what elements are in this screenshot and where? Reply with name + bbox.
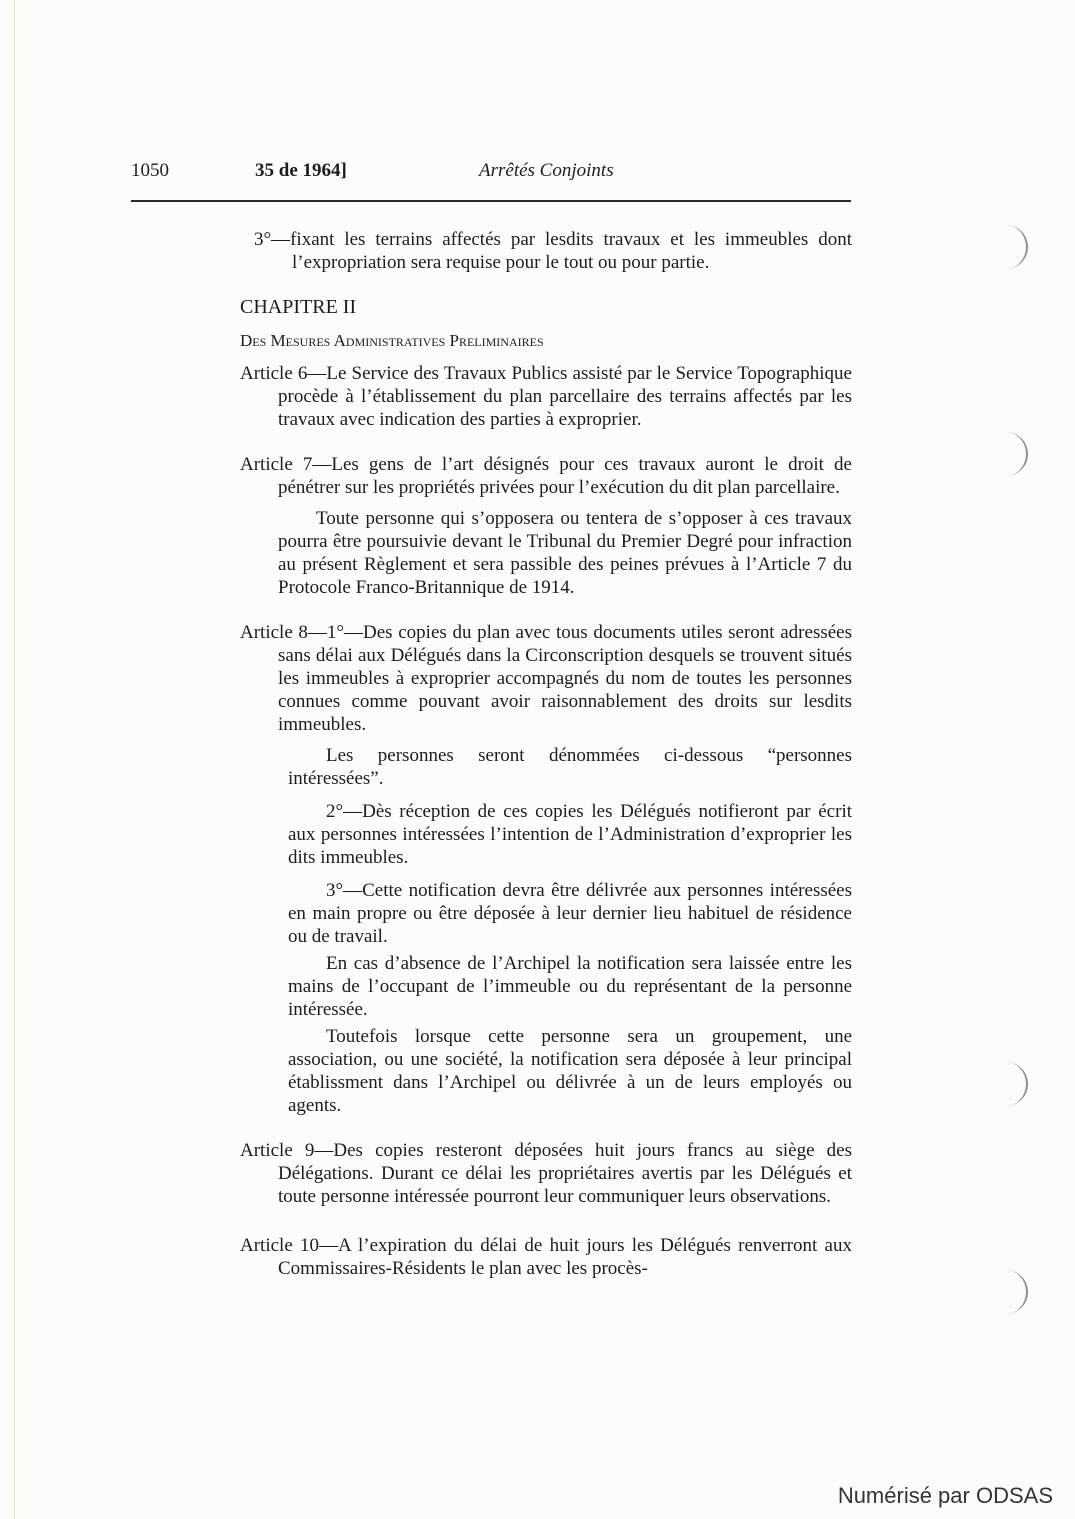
binder-hole — [1000, 432, 1028, 476]
binder-hole — [1000, 1062, 1028, 1106]
chapter-subheading: Des Mesures Administratives Preliminaires — [240, 331, 544, 350]
article-8-point-2: 2°—Dès réception de ces copies les Délégués notifieront par écrit aux personnes intéressées l’intention de l’Administration d’exproprier les dits immeubles. — [288, 801, 852, 868]
article-8-point-3: 3°—Cette notification devra être délivrée aux personnes intéressées en main propre ou être déposée à leur dernier lieu habituel de résidence ou de travail. — [288, 880, 852, 947]
document-body — [240, 228, 852, 1280]
article-10: Article 10—A l’expiration du délai de huit jours les Délégués renverront aux Commissaires-Résidents le plan avec les procès- — [240, 1235, 852, 1279]
article-6: Article 6—Le Service des Travaux Publics assisté par le Service Topographique procède à l’établissement du plan parcellaire des terrains affectés par les travaux avec indication des parties à exproprier. — [240, 363, 852, 430]
article-8: Article 8—1°—Des copies du plan avec tous documents utiles seront adressées sans délai aux Délégués dans la Circonscription desquels se trouvent situés les immeubles à exproprier accompagnés du nom de toutes les personnes connues comme pouvant avoir raisonnablement des droits sur lesdits immeubles. — [240, 622, 852, 735]
page-header — [131, 160, 851, 188]
page-number: 1050 — [131, 160, 169, 181]
running-title: Arrêtés Conjoints — [479, 160, 614, 181]
chapter-heading: CHAPITRE II — [240, 296, 357, 318]
article-8-absence: En cas d’absence de l’Archipel la notification sera laissée entre les mains de l’occupant de l’immeuble ou du représentant de la personne intéressée. — [288, 953, 852, 1020]
article-7: Article 7—Les gens de l’art désignés pour ces travaux auront le droit de pénétrer sur les propriétés privées pour l’exécution du dit plan parcellaire. — [240, 454, 852, 498]
binder-hole — [1000, 225, 1028, 269]
binder-hole — [1000, 1270, 1028, 1314]
article-8-definition: Les personnes seront dénommées ci-dessous “personnes intéressées”. — [288, 745, 852, 789]
paragraph-3-fixant: 3°—fixant les terrains affectés par lesdits travaux et les immeubles dont l’expropriation sera requise pour le tout ou pour partie. — [254, 229, 852, 273]
header-rule — [131, 200, 851, 202]
article-7-paragraph-2: Toute personne qui s’opposera ou tentera de s’opposer à ces travaux pourra être poursuivie devant le Tribunal du Premier Degré pour infraction au présent Règlement et sera passible des peines prévues à l’Article 7 du Protocole Franco-Britannique de 1914. — [278, 508, 852, 598]
year-reference: 35 de 1964] — [255, 160, 347, 181]
article-8-groupement: Toutefois lorsque cette personne sera un groupement, une association, ou une société, la notification sera déposée à leur principal établissment dans l’Archipel ou délivrée à un de leurs employés ou agents. — [288, 1026, 852, 1116]
page-edge — [14, 0, 15, 1519]
article-9: Article 9—Des copies resteront déposées huit jours francs au siège des Délégations. Durant ce délai les propriétaires avertis par les Délégués et toute personne intéressée pourront leur communiquer leurs observations. — [240, 1140, 852, 1207]
digitization-watermark: Numérisé par ODSAS — [837, 1483, 1053, 1508]
